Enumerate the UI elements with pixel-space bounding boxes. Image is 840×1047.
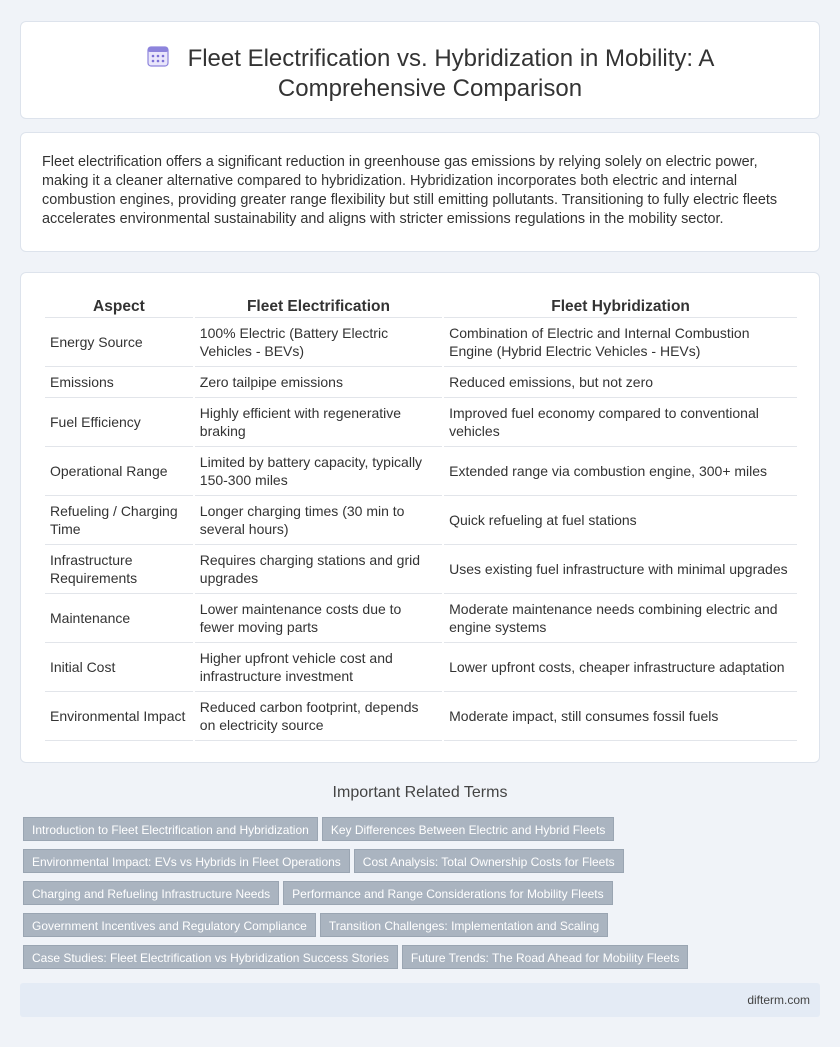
hybridization-cell: Improved fuel economy compared to conventional vehicles <box>444 398 797 447</box>
footer <box>20 983 820 1017</box>
electrification-cell: Limited by battery capacity, typically 150-300 miles <box>195 447 442 496</box>
table-row <box>45 594 797 643</box>
related-term-link[interactable]: Key Differences Between Electric and Hybrid Fleets <box>322 817 615 841</box>
electrification-cell: Zero tailpipe emissions <box>195 367 442 398</box>
related-term-link[interactable]: Environmental Impact: EVs vs Hybrids in Fleet Operations <box>23 849 350 873</box>
hybridization-cell: Quick refueling at fuel stations <box>444 496 797 545</box>
related-term-link[interactable]: Government Incentives and Regulatory Compliance <box>23 913 316 937</box>
related-term-link[interactable]: Transition Challenges: Implementation and Scaling <box>320 913 608 937</box>
hybridization-cell: Moderate maintenance needs combining electric and engine systems <box>444 594 797 643</box>
table-row <box>45 692 797 741</box>
table-row <box>45 545 797 594</box>
table-row <box>45 318 797 367</box>
aspect-cell: Infrastructure Requirements <box>45 545 193 594</box>
aspect-cell: Energy Source <box>45 318 193 367</box>
related-term-link[interactable]: Introduction to Fleet Electrification and Hybridization <box>23 817 318 841</box>
related-term-link[interactable]: Case Studies: Fleet Electrification vs Hybridization Success Stories <box>23 945 398 969</box>
table-row <box>45 398 797 447</box>
column-header-electrification: Fleet Electrification <box>195 294 442 318</box>
related-term-link[interactable]: Charging and Refueling Infrastructure Needs <box>23 881 279 905</box>
electrification-cell: Longer charging times (30 min to several hours) <box>195 496 442 545</box>
table-header-row <box>45 294 797 318</box>
table-row <box>45 447 797 496</box>
electrification-cell: Lower maintenance costs due to fewer moving parts <box>195 594 442 643</box>
electrification-cell: Higher upfront vehicle cost and infrastructure investment <box>195 643 442 692</box>
related-term-link[interactable]: Performance and Range Considerations for Mobility Fleets <box>283 881 612 905</box>
comparison-table-card <box>20 272 820 763</box>
aspect-cell: Initial Cost <box>45 643 193 692</box>
comparison-table <box>43 294 799 741</box>
table-row <box>45 643 797 692</box>
related-term-link[interactable]: Cost Analysis: Total Ownership Costs for Fleets <box>354 849 624 873</box>
header-card <box>20 21 820 119</box>
aspect-cell: Emissions <box>45 367 193 398</box>
calendar-icon <box>146 44 170 68</box>
hybridization-cell: Extended range via combustion engine, 300+ miles <box>444 447 797 496</box>
hybridization-cell: Reduced emissions, but not zero <box>444 367 797 398</box>
electrification-cell: Requires charging stations and grid upgrades <box>195 545 442 594</box>
column-header-aspect: Aspect <box>45 294 193 318</box>
electrification-cell: Highly efficient with regenerative braking <box>195 398 442 447</box>
hybridization-cell: Lower upfront costs, cheaper infrastructure adaptation <box>444 643 797 692</box>
related-term-link[interactable]: Future Trends: The Road Ahead for Mobility Fleets <box>402 945 689 969</box>
column-header-hybridization: Fleet Hybridization <box>444 294 797 318</box>
aspect-cell: Refueling / Charging Time <box>45 496 193 545</box>
hybridization-cell: Moderate impact, still consumes fossil fuels <box>444 692 797 741</box>
page-title <box>61 44 799 104</box>
related-terms-title: Important Related Terms <box>332 784 508 801</box>
footer-site-link[interactable]: difterm.com <box>747 993 810 1007</box>
electrification-cell: 100% Electric (Battery Electric Vehicles - BEVs) <box>195 318 442 367</box>
table-row <box>45 496 797 545</box>
related-terms-list <box>23 817 823 977</box>
aspect-cell: Fuel Efficiency <box>45 398 193 447</box>
hybridization-cell: Uses existing fuel infrastructure with minimal upgrades <box>444 545 797 594</box>
intro-text: Fleet electrification offers a significant reduction in greenhouse gas emissions by relying solely on electric power, making it a cleaner alternative compared to hybridization. Hybridization incorporates both electric and internal combustion engines, providing greater range flexibility but still emitting pollutants. Transitioning to fully electric fleets accelerates environmental sustainability and aligns with stricter emissions regulations in the mobility sector. <box>42 154 778 227</box>
aspect-cell: Environmental Impact <box>45 692 193 741</box>
aspect-cell: Maintenance <box>45 594 193 643</box>
table-row <box>45 367 797 398</box>
intro-card <box>20 132 820 252</box>
aspect-cell: Operational Range <box>45 447 193 496</box>
electrification-cell: Reduced carbon footprint, depends on electricity source <box>195 692 442 741</box>
hybridization-cell: Combination of Electric and Internal Combustion Engine (Hybrid Electric Vehicles - HEVs) <box>444 318 797 367</box>
page-title-text: Fleet Electrification vs. Hybridization in Mobility: A Comprehensive Comparison <box>187 45 715 102</box>
